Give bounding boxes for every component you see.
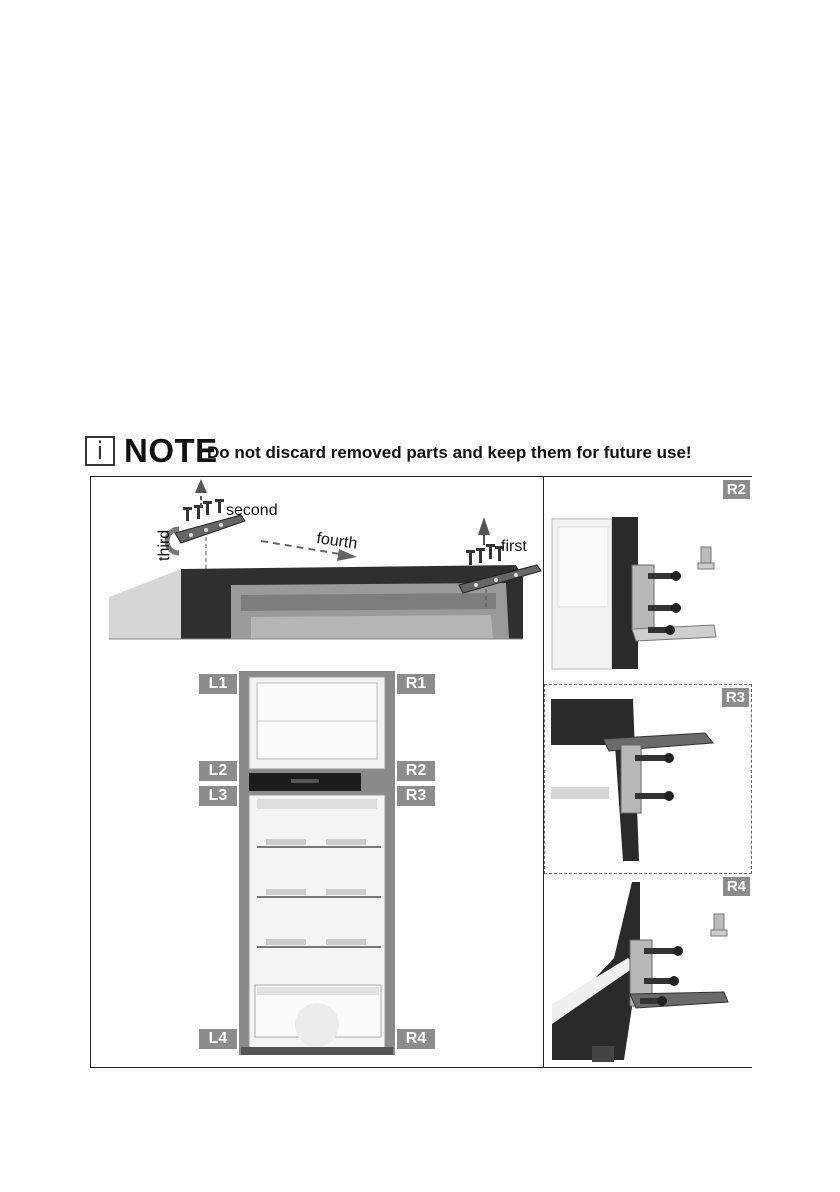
screw-icon [466,544,504,565]
note-message: Do not discard removed parts and keep them for future use! [207,443,692,462]
detail-panel-r4 [544,874,752,1068]
label-l2: L2 [199,761,237,781]
panel-label-r4: R4 [723,877,750,896]
step-first-label: first [501,538,527,555]
label-l1: L1 [199,674,237,694]
label-r2: R2 [397,761,435,781]
label-r1: R1 [397,674,435,694]
detail-panel-r2 [544,476,752,684]
hinge-icon [544,477,752,684]
label-r3: R3 [397,786,435,806]
info-icon [85,436,115,466]
fridge-top-view [109,565,523,639]
panel-label-r2: R2 [723,480,750,499]
label-r4: R4 [397,1029,435,1049]
label-l4: L4 [199,1029,237,1049]
hinge-icon [545,685,751,873]
main-illustration-frame [90,476,544,1068]
label-l3: L3 [199,786,237,806]
panel-label-r3: R3 [722,688,749,707]
main-illustration [91,477,543,1067]
screw-icon [183,499,224,521]
note-title: NOTE [124,432,218,469]
hinge-icon [544,874,752,1068]
step-second-label: second [226,502,278,519]
fridge-front-view [239,671,395,1055]
step-third-label: third [156,529,173,561]
hinge-plate-left [175,515,245,572]
detail-panel-r3 [544,684,752,874]
arrow-icon [478,517,490,545]
info-icon-glyph: i [96,437,104,465]
step-fourth-label: fourth [315,530,359,553]
